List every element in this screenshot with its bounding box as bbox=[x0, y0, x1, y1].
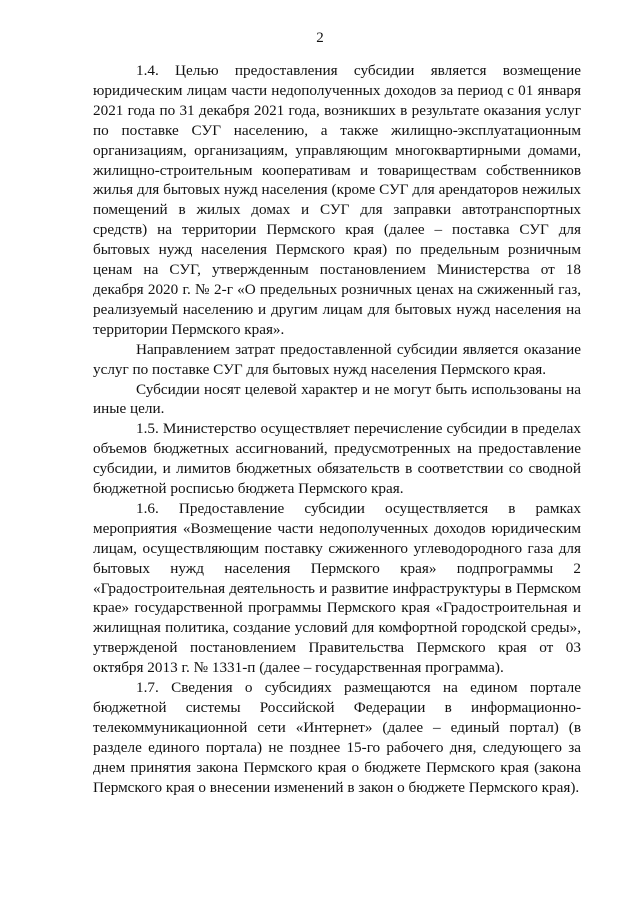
paragraph-expense-direction: Направлением затрат предоставленной субсидии является оказание услуг по поставке СУГ для бытовых нужд населения Пермского края. bbox=[93, 340, 581, 378]
paragraph-target-purpose: Субсидии носят целевой характер и не могут быть использованы на иные цели. bbox=[93, 380, 581, 418]
paragraph-1-6: 1.6. Предоставление субсидии осуществляется в рамках мероприятия «Возмещение части недополученных доходов юридическим лицам, осуществляющим поставку сжиженного углеводородного газа для бытовых нужд населения Пермского края» подпрограммы 2 «Градостроительная деятельность и развитие инфраструктуры в Пермском крае» государственной программы Пермского края «Градостроительная и жилищная политика, создание условий для комфортной городской среды», утвержденой постановлением Правительства Пермского края от 03 октября 2013 г. № 1331-п (далее – государственная программа). bbox=[93, 499, 581, 677]
paragraph-1-4: 1.4. Целью предоставления субсидии является возмещение юридическим лицам части недополученных доходов за период с 01 января 2021 года по 31 декабря 2021 года, возникших в результате оказания услуг по поставке СУГ населению, а также жилищно-эксплуатационным организациям, организациям, управляющим многоквартирными домами, жилищно-строительным кооперативам и товариществам собственников жилья для бытовых нужд населения (кроме СУГ для арендаторов нежилых помещений в жилых домах и СУГ для заправки автотранспортных средств) на территории Пермского края (далее – поставка СУГ для бытовых нужд населения Пермского края) по предельным розничным ценам на СУГ, утвержденным постановлением Министерства от 18 декабря 2020 г. № 2-г «О предельных розничных ценах на сжиженный газ, реализуемый населению и другим лицам для бытовых нужд населения на территории Пермского края». bbox=[93, 62, 581, 338]
document-body bbox=[93, 61, 581, 798]
paragraph-1-7: 1.7. Сведения о субсидиях размещаются на едином портале бюджетной системы Российской Федерации в информационно-телекоммуникационной сети «Интернет» (далее – единый портал) (в разделе единого портала) не позднее 15-го рабочего дня, следующего за днем принятия закона Пермского края о бюджете Пермского края (закона Пермского края о внесении изменений в закон о бюджете Пермского края). bbox=[93, 679, 581, 796]
paragraph-1-5: 1.5. Министерство осуществляет перечисление субсидии в пределах объемов бюджетных ассигнований, предусмотренных на предоставление субсидии, и лимитов бюджетных обязательств в соответствии со сводной бюджетной росписью бюджета Пермского края. bbox=[93, 420, 581, 498]
page-number: 2 bbox=[316, 30, 324, 46]
